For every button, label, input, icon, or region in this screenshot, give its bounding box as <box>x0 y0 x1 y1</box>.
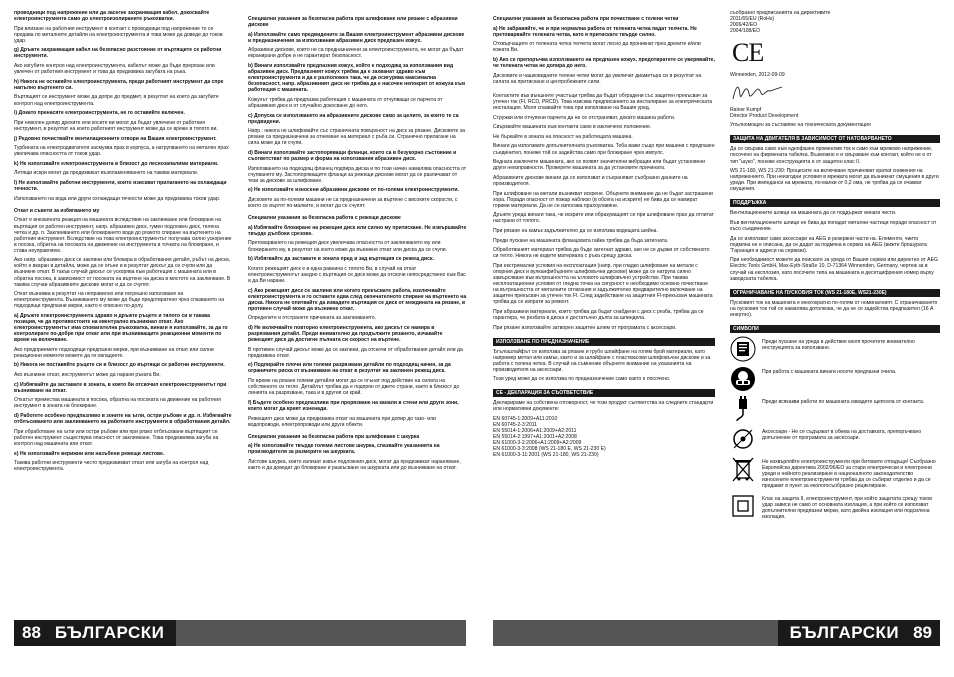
paragraph: Абразивните дискове винаги да се използват и съхраняват съобразно данните на производителя. <box>493 174 688 187</box>
paragraph: Винаги да използвате допълнителната ръкохватка. Тоба важи също при машини с предпазен съединител, понеже той се задейства само при блокиране чрез импулс. <box>493 143 715 156</box>
page-number-left: 88 <box>22 623 41 642</box>
paragraph: При шлифоване на метали възникват искрене. Обърнете внимание да не бъдат застрашени хора. Поради опасност от пожар наблизо (в обсега на искрите) не бива да се намират горими материали. Да не се използва прахоулавяне. <box>493 190 713 209</box>
section-heading: Специални указания за безопасна работа с режещи дискове <box>248 215 401 222</box>
directive-line: 2011/65/EU (RoHs) <box>730 16 775 23</box>
paragraph: Контактите във външните участъци трябва да бъдат обградени със защитен прекъсвач за утечен ток (FI, RCD, PRCD). Това изисква предписанието за инсталиране за електрическата инсталация. Моля спазвайте това при използване на Вашия уред. <box>493 92 713 111</box>
symbol-row <box>730 493 940 520</box>
paragraph: f) Бъдете особено предпазливи при прорязване на канали в стени или други зони, които могат да крият изненади. <box>248 399 459 412</box>
signature-icon <box>730 81 790 103</box>
left-footer <box>14 620 466 646</box>
read-manual-icon <box>730 336 756 362</box>
paragraph: c) Ако режещият диск се заклини или когато прекъсвате работа, изключвайте електроинструмента и го оставете едва след окончателното спиране на въртенето на диска. Никога не опитвайте да извадите въртящия се диск от междината на рязане, в противен случай може да възникне откат. <box>248 287 467 312</box>
place-date: Winnenden, 2012-09-09 <box>730 72 785 79</box>
paragraph: d) Работете особено предпазливо в зоните на ъгли, остри ръбове и др. п. Избягвайте отблъскването или заклинването на работните инструменти в обработвания детайл. <box>14 413 232 426</box>
support-text-2: Във вентилационните шлици не бива да попадат метални частици поради опасност от късо съединение. <box>730 219 937 233</box>
section-bar-inrush: ОГРАНИЧАВАНЕ НА ПУСКОВИЯ ТОК (WS 21-180E, WS21-230E) <box>730 289 940 297</box>
paragraph: Свързвайте машината към контакта само в изключено положение. <box>493 124 652 131</box>
weee-bin-icon <box>730 456 756 482</box>
support-text-3: Да се използват само аксесоари на AEG и резервни части на. Елементи, чиито подмяна не е описана, да се дадат за подмяна в сервиз на AEG (вижте брошурата "Гаранция и адреси на сервизи). <box>730 235 927 254</box>
paragraph: Летящи искри могат да предизвикат възпламеняването на такива материали. <box>14 170 199 177</box>
paragraph: Този уред може да се използва по предназначение само както е посочено. <box>493 376 671 383</box>
footer-stripe-right <box>493 620 778 646</box>
signer-title: Director Product Development <box>730 113 799 120</box>
paragraph: Абразивни дискове, които не са предназначени за електроинструмента, не могат да бъдат екранирани добре и не гарантират безопасност. <box>248 47 464 60</box>
signer-name: Rainer Kumpf <box>730 107 762 114</box>
paragraph: a) Дръжте електроинструмента здраво и дръжте ръцете и тялото си в такава позиция, че да противостоите на евентуално възникнал откат. Ако електроинструментът има спомагателна ръкохватка, винаги я използвайте, за да го контролирате по-добре при откат или при възникващите реакционни моменти по време на включване. <box>14 312 228 344</box>
goggles-icon <box>730 366 756 392</box>
unplug-icon <box>730 396 756 422</box>
directive-line: 2004/108/EO <box>730 28 761 35</box>
paragraph: Откат е внезапната реакция на машината вследствие на заклинване или блокиране на въртящия се работен инструмент, напр. абразивен диск, гумен подложен диск, телена четка и др. п. Заклинването или блокирането води до рязкото спиране на въртенето на работния инструмент. Вследствие на това електроинструментът получава силно ускорение в посока, обратна на посоката на движение на инструмента в точката на блокиране, и става неуправляем. <box>14 217 232 254</box>
paragraph: g) Дръжте захранващия кабел на безопасно разстояние от въртящите се работни инструменти. <box>14 47 222 60</box>
directives-block <box>730 10 940 34</box>
language-label-right: БЪЛГАРСКИ <box>789 623 900 642</box>
paragraph: c) Избягвайте да заставате в зоната, в която би отскочил електроинструментът при възникване на откат. <box>14 381 227 394</box>
paragraph: Стружки или отчупени парчета да не се отстраняват, докато машина работи. <box>493 114 676 121</box>
symbol-text: При работа с машината винаги носете предпазни очила. <box>762 368 897 375</box>
paragraph: По време на рязане големи детайли могат да се огънат под действие на силата на собственото си тегло. Детайлът трябва да е подпрян от двете страни, както в близост до линията на разрязване, така и в другия си край. <box>248 378 460 397</box>
paragraph: a) Не забравяйте, че и при нормална работа от телената четка падат телчета. Не претоварвайте телената четка, като я притискате твърде силно. <box>493 25 697 38</box>
paragraph: Въртящият се инструмент може да допре до предмет, в резултат на което да загубите контрол над електроинструмента. <box>14 94 219 107</box>
inrush-text: Пусковият ток на машината е многократно по-голям от номиналният. С ограничаването на пусковия ток той се намалява дотолкова, че да не се задейства предпазител (16 A инертно). <box>730 299 938 318</box>
section-bar-support: ПОДДРЪЖКА <box>730 199 940 207</box>
section-bar-motor: ЗАЩИТА НА ДВИГАТЕЛЯ В ЗАВИСИМОСТ ОТ НАТОВАРВАНЕТО <box>730 135 940 143</box>
paragraph: Ако възникне откат, инструментът може да нарани ръката Ви. <box>14 372 161 379</box>
paragraph: Претоварването на режещия диск увеличава опасността от заклинването му или блокирането му, в резултат на което може да възникне откат или диска да се счупи. <box>248 240 447 253</box>
accessory-icon <box>730 426 756 452</box>
paragraph: При рязане на камък задължително да се използва водещата шейна. <box>493 227 658 234</box>
symbol-row <box>730 366 940 392</box>
paragraph: При влизане на работния инструмент в контакт с проводници под напрежение то се предава по металните детайли на електроинструмента и това може да доведе до токов удар. <box>14 25 223 44</box>
paragraph: Преди пускане на машината фланцовата гайка трябва да бъда затегната. <box>493 237 669 244</box>
paragraph: i) Докато пренасяте електроинструмента, не го оставяйте включен. <box>14 110 185 117</box>
paragraph: Отхвърчащите от телената четка телчета могат лесно да проникнат през дрехите и/или кожата Ви. <box>493 41 701 54</box>
paragraph: Декларираме на собствена отговорност, че този продукт съответства на следните стандарти или нормативни документи: <box>493 400 714 413</box>
paragraph: a) Използвайте само предвидените за Вашия електроинструмент абразивни дискове и предназначения за използвания абразивен диск предпазен кожух. <box>248 31 465 44</box>
paragraph: e) Не използвайте верижни или назъбени режещи листове. <box>14 450 165 457</box>
paragraph: При обработване на ъгли или остри ръбове или при рязко отблъскване въртящият се работен инструмент съществува опасност от заклинване. Това предизвиква загуба на контрол над машината или откат. <box>14 428 219 447</box>
symbol-text: Преди пускане на уреда в действие моля прочетете внимателно инструкцията за използване. <box>762 338 915 351</box>
paragraph: Не бъркайте в зоната на опасност на работещата машина. <box>493 133 633 140</box>
left-column-1 <box>14 10 233 618</box>
directive-line: съобразно предписанията на директивите <box>730 10 831 16</box>
paragraph: Листове шкурка, които излизат извън подложния диск, могат да предизвикат нараняване, както и да доведат до блокиране и разкъсване на шкурката или до възникване на откат. <box>248 458 461 471</box>
symbol-text: Аксесоари - Не се съдържат в обема на доставката, препоръчвано допълнение от програмата за аксесоари. <box>762 428 922 441</box>
page-number-right: 89 <box>913 623 932 642</box>
paragraph: Дръжте уреда винаги така, че искрите или образуващият се при шлифоване прах да отлитат настрани от тялото. <box>493 212 714 225</box>
paragraph: Ъгълошлайфът се използва за рязане и грубо шлайфане на голям брой материали, като например метал или камък, както и за шлайфане с пластмасови шлифовъчни дискове и за работа с телена четка. В случай на съмнение обърнете внимание на указанията на производителя на аксесоари. <box>493 348 711 373</box>
paragraph: e) Не използвайте износени абразивни дискове от по-големи електроинструменти. <box>248 187 459 194</box>
paragraph: b) Избягвайте да заставате в зоната пред и зад въртящия се режещ диск. <box>248 256 434 263</box>
section-heading: Специални указания за безопасна работа при шлифоване с шкурка <box>248 433 420 440</box>
right-column-2 <box>730 10 940 618</box>
left-column-2 <box>248 10 467 618</box>
section-heading: Специални указания за безопасна работа при почистване с телени четки <box>493 16 679 22</box>
directive-line: 2006/42/EO <box>730 22 758 29</box>
paragraph: e) Подпирайте плочи или големи разрязвани детайли по подходящ начин, за да ограничите риска от възникване на откат в резултат на заклинен режещ диск. <box>248 362 451 375</box>
paragraph: Откат възниква в резултат на неправилно или погрешно използване на електроинструмента. Възникването му може да бъде предотвратено чрез спазването на подходящи предпазни мерки, както е описано по-долу. <box>14 291 225 310</box>
paragraph: Когато режещият диск е в една равнина с тялото Ви, в случай на откат електроинструментът заедно с въртящия се диск може да отскочи непосредствено към Вас и да Ви нарани. <box>248 265 466 284</box>
paragraph: Дисковите и чашковидните телени четки могат да увеличат диаметъра си в резултат на силата на притискане и центробежните сили. <box>493 72 702 85</box>
paragraph: При неволен допир дрехите или косите ви могат да бъдат увлечени от работния инструмент, в резултат на което работният инструмент може да се вреже в тялото ви. <box>14 119 218 132</box>
section-heading: Откат и съвети за избягването му <box>14 207 100 214</box>
paragraph: h) Никога не оставяйте електроинструмента, преди работният инструмент да спре напълно въртенето си. <box>14 78 224 91</box>
paragraph: Турбината на електродвигателя засмуква прах в корпуса, а натрупването на метален прах увеличава опасността от токов удар. <box>14 145 229 158</box>
paragraph: d) Винаги използвайте застопоряващи фланци, които са в безукорно състояние и съответстват по размер и форма на използвания абразивен диск. <box>248 150 457 163</box>
motor-text-2: WS 21-180, WS 21-230: Процесите на включване причиняват кратки снижения на напрежението. При неизгодни условия в мрежата могат да възникнат смущения в други уреди. При импеданси на мрежата, по-малки от 0,2 ома, не трябва да се очакват смущения. <box>730 168 939 193</box>
paragraph: При абразивни материали, които трябва да бъдат снабдени с диск с резба, трябва да се гарантира, че резбата в диска е достатъчно дълга за шпиндела. <box>493 308 704 321</box>
paragraph: Режещият диск може да предизвика откат на машината при допир до газо- или водопроводи, електропроводи или други обекти. <box>248 415 436 428</box>
right-page <box>477 0 954 677</box>
section-bar-symbols: СИМВОЛИ <box>730 325 940 333</box>
section-bar: CE - ДЕКЛАРАЦИЯ ЗА СЪОТВЕТСТВИЕ <box>493 389 715 397</box>
paragraph: проводници под напрежение или да засегне захранващия кабел, докосвайте електроинструмента само до електроизолираните ръкохватки. <box>14 10 210 23</box>
symbol-text: Преди всякакви работи по машината извадете щепсела от контакта. <box>762 398 925 405</box>
right-column-1 <box>493 10 715 618</box>
paragraph: При екстремални условия на експлоатация (напр. при гладко шлифоване на метали с опорния диск и вулканфибърните шлифовъчни дискове) може да се натрупа силно замърсяване във вътрешността на ъгловото шлифовъчно устройство. При такива експлоатационни условия от гледна точка на сигурност е необходимо основно почистване на вътрешността от металните отлагания и задължително предварително включване на защитен прекъсвач за утечен ток FI. След задействане на защитния FI-прекъсвач машината трябва да се изпрати за ремонт. <box>493 262 713 306</box>
paragraph: Кожухът трябва да предпазва работещия с машината от отчупващи се парчета от абразивния диск и от случайно докосване до него. <box>248 96 443 109</box>
support-text-4: При необходимост можете да поискате за уреда от Вашия сервиз или директно от AEG Electric Tools GmbH, Max-Eyth-Straße 10, D-71364 Winnenden, Germany, чертеж за в случай на експлозия, като посочите типа на машината и десетцифрения номер върху заводската табелка. <box>730 257 938 282</box>
paragraph: Използването на вода или други охлаждащи течности може да предизвика токов удар. <box>14 195 221 202</box>
symbol-row <box>730 336 940 362</box>
paragraph: b) Винаги използвайте предпазния кожух, който е подходящ за използвания вид абразивен диск. Предпазният кожух трябва да е захванат здраво към електроинструмента и да е разположен така, че да осигурява максимална безопасност, напр. абразивният диск не трябва да е насочен непокрит от кожуха към работещия с машината. <box>248 63 465 94</box>
ce-mark: CE <box>732 38 764 68</box>
section-bar: ИЗПОЛЗВАНЕ ПО ПРЕДНАЗНАЧЕНИЕ <box>493 338 715 346</box>
motor-text-1: Да се свързва само към еднофазен променлив ток и само към мрежово напрежение, посочено на фирмената табелка. Възможно е и свързване към контакт, който не е от тип "шуко", понеже конструкцията е от защитен клас II. <box>730 146 933 165</box>
language-label-left: БЪЛГАРСКИ <box>54 623 165 642</box>
right-footer <box>493 620 940 646</box>
paragraph: Използването на подходящ фланец подпира диска и по този начин намалява опасността от счупването му. Застопоряващите фланци за режещи дискове могат да се различават от тези за дискове за шлифоване. <box>248 165 467 184</box>
paragraph: k) Не използвайте електроинструмента в близост до леснозапалими материали. <box>14 160 219 167</box>
paragraph: При рязане използвайте затворен защитен шлем от програмата с аксесоари. <box>493 324 677 331</box>
symbol-text: Не изхвърляйте електроинструменти при битовите отпадъци! Съобразно Европейска директива 2002/96/ЕО за стари електрически и електронни уреди и нейното реализиране в националното законодателство износените електроинструменти трябва да се събират отделно и да се предават в пункт за екологосъобразно рециклиране. <box>762 458 936 489</box>
footer-stripe-left <box>176 620 466 646</box>
paragraph: Откатът премества машината в посока, обратна на посоката на движение на работния инструмент в зоната на блокиране. <box>14 397 221 410</box>
symbol-text: Клас на защита II, електроинструмент, при който защитата срещу токов удар зависи не само от основната изолация, а при който се използват допълнителни предпазни мерки, като двойна изолация или подсилена изолация. <box>762 495 932 521</box>
class-ii-icon <box>730 493 756 519</box>
paragraph: EN 60745-1:2009+A11:2010 EN 60745-2-3:2011 EN 55014-1:2006+A1:2009+A2:2011 EN 55014-2:1997+A1:2001+A2:2008 EN 61000-3-2:2006+A1:2009+A2:2009 EN 61000-3-3:2008 (WS 21-180 E, WS 21-230 E) EN 61000-3-11:2001 (WS 21-180, WS 21-230) <box>493 416 606 459</box>
symbol-row <box>730 426 940 452</box>
paragraph: Такива работни инструменти често предизвикват откат или загуба на контрол над електроинструмента. <box>14 460 209 473</box>
paragraph: d) Не включвайте повторно електроинструмента, ако дискът се намира в разрязвания детайл. Преди внимателно да продължите рязането, изчакайте режещият диск да достигне пълната си скорост на въртене. <box>248 324 443 344</box>
paragraph: l) Не използвайте работни инструменти, които изискват прилагането на охлаждащи течности. <box>14 180 227 193</box>
paragraph: Ако изгубите контрол над електроинструмента, кабелът може да бъде прерязан или увлечен от работния инструмент и това да предизвика загубата на ръка. <box>14 63 215 76</box>
paragraph: Напр.: никога не шлифовайте със страничната повърхност на диск за рязане. Дисковете за рязане са предназначени за отнемане на материал с ръба си. Странично прилагане на сила може да ги счупи. <box>248 128 465 147</box>
paragraph: Дисковете за по-големи машини не са предназначени за въртене с високите скорости, с които се въртят по-малките, и могат да се счупят. <box>248 197 458 210</box>
paragraph: c) Допуска се използването на абразивните дискове само за целите, за които те са предвидени. <box>248 112 459 125</box>
authorized-note: Упълномощен за съставяне на техническата документация <box>730 122 871 129</box>
paragraph: a) Не използвайте твърде големи листове шкурка, спазвайте указанията на производителя за размерите на шкурката. <box>248 443 440 456</box>
paragraph: a) Избягвайте блокиране на режещия диск или силно му притискане. Не извършвайте твърде дълбоки срезове. <box>248 224 467 237</box>
paragraph: Определете и отстранете причината за заклинването. <box>248 315 377 322</box>
paragraph: В противен случай дискът може да се заклини, да отскочи от обработвания детайл или да предизвика откат. <box>248 346 463 359</box>
section-heading: Специални указания за безопасна работа при шлифоване или рязане с абразивни дискове <box>248 16 458 29</box>
paragraph: b) Никога не поставяйте ръцете си в близост до въртящи се работни инструменти. <box>14 362 225 369</box>
symbol-row <box>730 396 940 422</box>
paragraph: Обработваният материал трябва да бъде затегнат здраво, ако не се държи от собственото си тегло. Никога не водете материала с ръка срещу диска. <box>493 247 710 260</box>
paragraph: Ако напр. абразивен диск се заклини или блокира в обработвания детайл, ръбът на диска, който е вкаран в детайла, може да се огъне и в резултат дискът да се счупи или да възникне откат. В такъв случай дискът се ускорява към работещия с машината или в обратна посока, в зависимост от посоката на въртене на диска в мястото на заклинване. В такива случаи абразивните дискове могат и да се счупят. <box>14 257 231 288</box>
paragraph: Ако предприемете подходящи предпазни мерки, при възникване на откат или силни реакционни моменти можете да ги овладеете. <box>14 346 214 359</box>
support-text-1: Вентилационните шлици на машината да се поддържат винаги чисти. <box>730 210 897 217</box>
symbol-row <box>730 456 940 489</box>
paragraph: j) Редовно почиствайте вентилационните отвори на Вашия електроинструмент. <box>14 135 217 142</box>
paragraph: Веднага изключете машината, ако се появят значителни вибрации или бъдат установени други неизправности. Проверете машината за да установите причината. <box>493 159 706 172</box>
paragraph: b) Ако се препоръчва използването на предпазен кожух, предотвратете се уверявайте, че телената четка не допира до него. <box>493 57 715 70</box>
